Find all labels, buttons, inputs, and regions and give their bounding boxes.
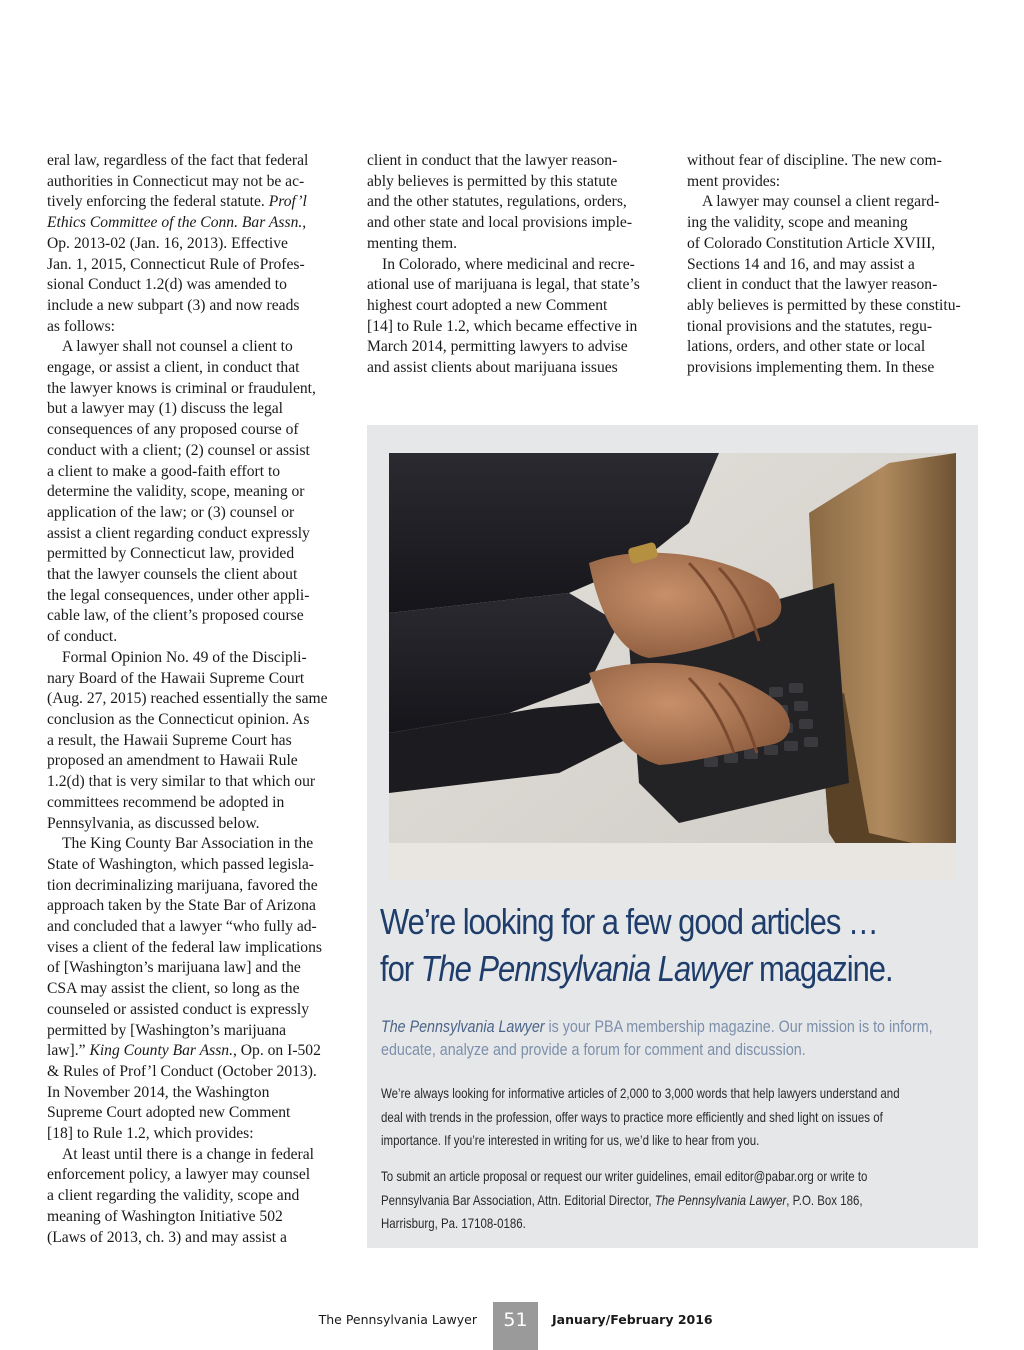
house-ad-box <box>367 425 978 1248</box>
headline-prefix: for <box>380 948 421 989</box>
text-line: Sections 14 and 16, and may assist a <box>687 255 915 273</box>
text-line: a client to make a good-faith effort to <box>47 462 281 480</box>
text-line: ably believes is permitted by this statute <box>367 172 618 190</box>
text-line: Supreme Court adopted new Comment <box>47 1104 291 1122</box>
text-line: menting them. <box>367 234 458 252</box>
text-line: engage, or assist a client, in conduct that <box>47 359 300 377</box>
submit-magazine-name: The Pennsylvania Lawyer <box>654 1191 787 1208</box>
text-line: but a lawyer may (1) discuss the legal <box>47 400 284 418</box>
submit-text: To submit an article proposal or request our writer guidelines, email editor@pabar.org or write to Pennsylvania Bar Association, Attn. Editorial Director, <box>381 1168 868 1208</box>
ad-lede <box>381 1015 935 1061</box>
text-line: law].” King County Bar Assn., Op. on I-502 <box>47 1042 321 1060</box>
text-line: tion decriminalizing marijuana, favored the <box>47 876 318 894</box>
text-line: nary Board of the Hawaii Supreme Court <box>47 669 305 687</box>
text-line: tively enforcing the federal statute. Prof’l <box>47 193 307 211</box>
text-line: A lawyer may counsel a client regard- <box>702 193 940 211</box>
text-line: as follows: <box>47 317 116 335</box>
text-line: and assist clients about marijuana issues <box>367 359 618 377</box>
text-line: of [Washington’s marijuana law] and the <box>47 959 301 977</box>
text-line: assist a client regarding conduct expressly <box>47 524 310 542</box>
text-line: State of Washington, which passed legisla- <box>47 855 314 873</box>
text-line: vises a client of the federal law implications <box>47 938 322 956</box>
lede-magazine-name: The Pennsylvania Lawyer <box>381 1017 545 1036</box>
text-line: the lawyer knows is criminal or fraudulent, <box>47 379 316 397</box>
laptop-typing-photo <box>389 453 956 880</box>
text-line: application of the law; or (3) counsel or <box>47 503 295 521</box>
text-line: Ethics Committee of the Conn. Bar Assn., <box>47 214 307 232</box>
text-line: ably believes is permitted by these constitu- <box>687 296 961 314</box>
text-line: In November 2014, the Washington <box>47 1083 270 1101</box>
text-line: lations, orders, and other state or local <box>687 338 926 356</box>
text-line: and the other statutes, regulations, orders, <box>367 193 627 211</box>
text-line: 1.2(d) that is very similar to that which our <box>47 773 316 791</box>
headline-line-1: We’re looking for a few good articles … <box>380 901 878 942</box>
ad-body-paragraph-2 <box>381 1165 922 1236</box>
text-line: CSA may assist the client, so long as the <box>47 980 300 998</box>
footer-issue-date: January/February 2016 <box>552 1312 713 1327</box>
text-line: [18] to Rule 1.2, which provides: <box>47 1125 254 1143</box>
text-line: At least until there is a change in federal <box>62 1145 314 1163</box>
text-line: proposed an amendment to Hawaii Rule <box>47 752 298 770</box>
ad-headline <box>380 898 893 992</box>
text-line: tional provisions and the statutes, regu- <box>687 317 933 335</box>
text-line: highest court adopted a new Comment <box>367 296 608 314</box>
headline-suffix: magazine. <box>751 948 893 989</box>
headline-magazine-name: The Pennsylvania Lawyer <box>420 948 752 989</box>
submit-address: , P.O. Box 186, Harrisburg, Pa. 17108-0186. <box>381 1191 863 1231</box>
text-line: consequences of any proposed course of <box>47 421 299 439</box>
text-line: Op. 2013-02 (Jan. 16, 2013). Effective <box>47 234 288 252</box>
page-footer <box>0 1302 1024 1350</box>
text-line: & Rules of Prof’l Conduct (October 2013). <box>47 1062 317 1080</box>
text-line: ment provides: <box>687 172 781 190</box>
text-line: meaning of Washington Initiative 502 <box>47 1207 283 1225</box>
text-line: A lawyer shall not counsel a client to <box>62 338 293 356</box>
text-line: client in conduct that the lawyer reason- <box>687 276 938 294</box>
text-line: cable law, of the client’s proposed course <box>47 607 304 625</box>
text-line: conduct with a client; (2) counsel or assist <box>47 441 310 459</box>
text-line: conclusion as the Connecticut opinion. As <box>47 710 310 728</box>
text-line: counseled or assisted conduct is expressly <box>47 1000 310 1018</box>
text-line: (Aug. 27, 2015) reached essentially the same <box>47 690 328 708</box>
text-line: Formal Opinion No. 49 of the Discipli- <box>62 648 307 666</box>
text-line: [14] to Rule 1.2, which became effective in <box>367 317 638 335</box>
text-line: without fear of discipline. The new com- <box>687 152 942 169</box>
text-line: authorities in Connecticut may not be ac- <box>47 172 305 190</box>
text-line: sional Conduct 1.2(d) was amended to <box>47 276 287 294</box>
lede-text: is your PBA membership magazine. Our mission is to inform, educate, analyze and provide a forum for comment and discussion. <box>381 1017 933 1059</box>
text-line: that the lawyer counsels the client about <box>47 566 298 584</box>
text-line: enforcement policy, a lawyer may counsel <box>47 1166 311 1184</box>
text-line: provisions implementing them. In these <box>687 359 935 377</box>
text-line: March 2014, permitting lawyers to advise <box>367 338 628 356</box>
text-line: approach taken by the State Bar of Arizona <box>47 897 316 915</box>
ad-body-paragraph-1: We’re always looking for informative articles of 2,000 to 3,000 words that help lawyers understand and deal with trends in the profession, offer ways to practice more efficiently and shed light on issues of importance. If you’re interested in writing for us, we’d like to hear from you. <box>381 1085 900 1148</box>
text-line: permitted by [Washington’s marijuana <box>47 1021 287 1039</box>
text-line: a client regarding the validity, scope and <box>47 1187 300 1205</box>
text-line: permitted by Connecticut law, provided <box>47 545 295 563</box>
text-line: ational use of marijuana is legal, that state’s <box>367 276 640 294</box>
footer-publication: The Pennsylvania Lawyer <box>318 1312 477 1327</box>
text-line: determine the validity, scope, meaning or <box>47 483 305 501</box>
text-line: of conduct. <box>47 628 118 646</box>
text-line: eral law, regardless of the fact that federal <box>47 152 309 169</box>
text-line: ing the validity, scope and meaning <box>687 214 908 232</box>
text-line: a result, the Hawaii Supreme Court has <box>47 731 292 749</box>
text-line: committees recommend be adopted in <box>47 793 285 811</box>
text-line: client in conduct that the lawyer reason- <box>367 152 618 169</box>
text-line: Jan. 1, 2015, Connecticut Rule of Profes- <box>47 255 305 273</box>
text-line: the legal consequences, under other appli- <box>47 586 310 604</box>
text-line: of Colorado Constitution Article XVIII, <box>687 234 936 252</box>
text-line: Pennsylvania, as discussed below. <box>47 814 260 832</box>
text-line: The King County Bar Association in the <box>62 835 314 853</box>
article-column-3 <box>687 151 979 379</box>
text-line: (Laws of 2013, ch. 3) and may assist a <box>47 1228 287 1246</box>
article-column-2 <box>367 151 659 379</box>
text-line: include a new subpart (3) and now reads <box>47 296 300 314</box>
text-line: In Colorado, where medicinal and recre- <box>382 255 635 273</box>
text-line: and concluded that a lawyer “who fully ad- <box>47 918 317 936</box>
text-line: and other state and local provisions imple- <box>367 214 633 232</box>
headline-line-2 <box>380 945 893 992</box>
page-number: 51 <box>493 1302 538 1350</box>
article-column-1 <box>47 151 339 1248</box>
